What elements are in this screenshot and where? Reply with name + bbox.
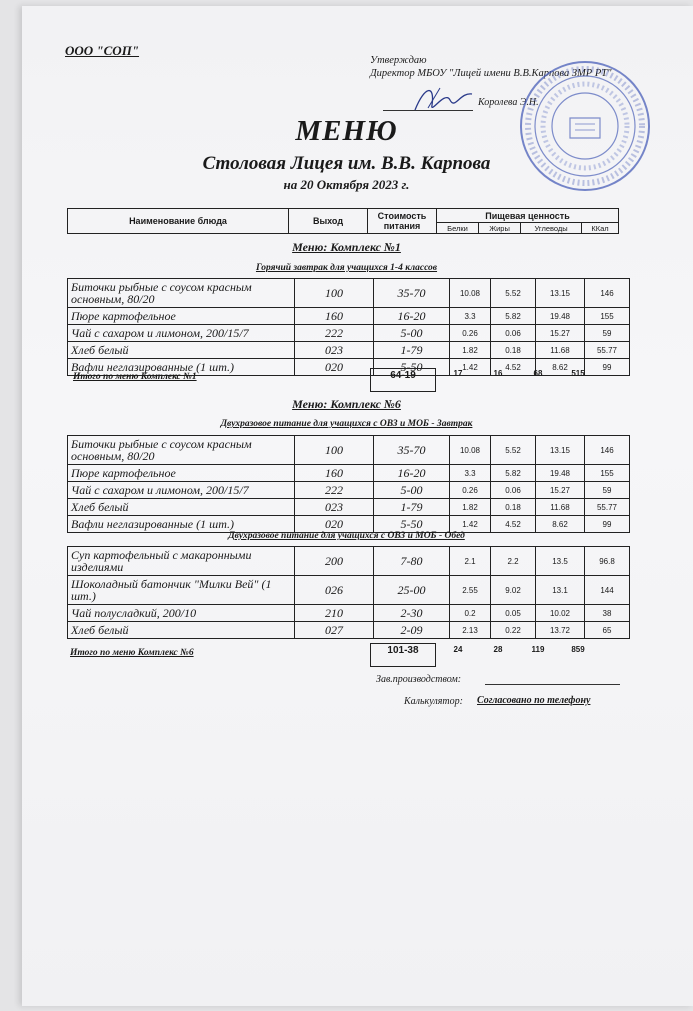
fat-value: 5.82 <box>491 465 536 482</box>
complex1-total-label: Итого по меню Комплекс №1 <box>73 372 197 382</box>
header-dish: Наименование блюда <box>68 209 289 234</box>
fat-value: 0.18 <box>491 342 536 359</box>
complex6-lunch-subtitle: Двухразовое питание для учащихся с ОВЗ и МОБ - Обед <box>228 531 465 541</box>
fat-value: 4.52 <box>491 516 536 533</box>
dish-name: Биточки рыбные с соусом красным основным, 80/20 <box>68 279 295 308</box>
carbs-value: 19.48 <box>536 465 585 482</box>
dish-output: 100 <box>295 279 374 308</box>
table-row <box>68 308 630 325</box>
fat-value: 5.82 <box>491 308 536 325</box>
header-carbs: Углеводы <box>521 223 582 234</box>
menu-title: МЕНЮ <box>295 115 398 147</box>
fat-value: 2.2 <box>491 547 536 576</box>
fat-value: 0.18 <box>491 499 536 516</box>
kcal-value: 99 <box>585 359 630 376</box>
carbs-value: 15.27 <box>536 482 585 499</box>
complex1-table <box>67 278 630 376</box>
dish-name: Вафли неглазированные (1 шт.) <box>68 359 295 376</box>
protein-value: 1.42 <box>450 516 491 533</box>
kcal-value: 96.8 <box>585 547 630 576</box>
kcal-value: 155 <box>585 465 630 482</box>
table-row <box>68 576 630 605</box>
protein-value: 3.3 <box>450 465 491 482</box>
complex6-breakfast-subtitle: Двухразовое питание для учащихся с ОВЗ и МОБ - Завтрак <box>220 419 473 429</box>
dish-name: Чай с сахаром и лимоном, 200/15/7 <box>68 482 295 499</box>
dish-output: 027 <box>295 622 374 639</box>
calculator-label: Калькулятор: <box>404 696 463 707</box>
dish-name: Хлеб белый <box>68 622 295 639</box>
kcal-value: 38 <box>585 605 630 622</box>
complex6-breakfast-table <box>67 435 630 533</box>
dish-price: 2-09 <box>374 622 450 639</box>
dish-price: 5-00 <box>374 325 450 342</box>
fat-value: 4.52 <box>491 359 536 376</box>
dish-name: Хлеб белый <box>68 342 295 359</box>
total-kcal: 859 <box>571 645 585 654</box>
protein-value: 2.55 <box>450 576 491 605</box>
dish-name: Суп картофельный с макаронными изделиями <box>68 547 295 576</box>
approval-label: Утверждаю <box>370 55 427 66</box>
complex1-subtitle: Горячий завтрак для учащихся 1-4 классов <box>255 263 438 273</box>
kcal-value: 146 <box>585 279 630 308</box>
complex6-lunch-table <box>67 546 630 639</box>
fat-value: 0.06 <box>491 482 536 499</box>
fat-value: 5.52 <box>491 436 536 465</box>
dish-price: 35-70 <box>374 436 450 465</box>
table-row <box>68 482 630 499</box>
menu-date: на 20 Октября 2023 г. <box>283 177 410 192</box>
carbs-value: 13.15 <box>536 279 585 308</box>
approval-signer: Королева Э.Н. <box>478 97 539 108</box>
protein-value: 2.13 <box>450 622 491 639</box>
complex6-total-label: Итого по меню Комплекс №6 <box>70 648 194 658</box>
complex6-title: Меню: Комплекс №6 <box>292 397 401 411</box>
kcal-value: 59 <box>585 482 630 499</box>
fat-value: 0.06 <box>491 325 536 342</box>
kcal-value: 65 <box>585 622 630 639</box>
kcal-value: 146 <box>585 436 630 465</box>
complex1-title: Меню: Комплекс №1 <box>292 240 401 254</box>
protein-value: 3.3 <box>450 308 491 325</box>
protein-value: 10.08 <box>450 279 491 308</box>
kcal-value: 55.77 <box>585 342 630 359</box>
carbs-value: 13.5 <box>536 547 585 576</box>
dish-price: 5-00 <box>374 482 450 499</box>
header-output: Выход <box>289 209 368 234</box>
carbs-value: 13.72 <box>536 622 585 639</box>
organization-name: ООО "СОП" <box>65 43 140 58</box>
dish-price: 16-20 <box>374 308 450 325</box>
dish-name: Биточки рыбные с соусом красным основным, 80/20 <box>68 436 295 465</box>
manager-label: Зав.производством: <box>376 674 462 685</box>
carbs-value: 8.62 <box>536 516 585 533</box>
dish-price: 1-79 <box>374 499 450 516</box>
dish-price: 1-79 <box>374 342 450 359</box>
protein-value: 1.82 <box>450 342 491 359</box>
table-row <box>68 325 630 342</box>
dish-output: 160 <box>295 465 374 482</box>
table-row <box>68 465 630 482</box>
table-row <box>68 605 630 622</box>
dish-name: Вафли неглазированные (1 шт.) <box>68 516 295 533</box>
fat-value: 0.22 <box>491 622 536 639</box>
header-price: Стоимость питания <box>368 209 437 234</box>
dish-output: 210 <box>295 605 374 622</box>
menu-subtitle: Столовая Лицея им. В.В. Карпова <box>202 153 491 174</box>
table-row <box>68 622 630 639</box>
fat-value: 0.05 <box>491 605 536 622</box>
protein-value: 1.42 <box>450 359 491 376</box>
fat-value: 9.02 <box>491 576 536 605</box>
signature-mark <box>410 80 480 120</box>
fat-value: 5.52 <box>491 279 536 308</box>
total-fat: 28 <box>493 645 503 654</box>
kcal-value: 59 <box>585 325 630 342</box>
table-header <box>67 208 619 234</box>
dish-name: Пюре картофельное <box>68 308 295 325</box>
dish-name: Пюре картофельное <box>68 465 295 482</box>
calculator-value: Согласовано по телефону <box>477 695 591 706</box>
dish-output: 222 <box>295 482 374 499</box>
dish-output: 020 <box>295 359 374 376</box>
table-row <box>68 547 630 576</box>
approval-position: Директор МБОУ "Лицей имени В.В.Карпова ЗМР РТ" <box>370 68 612 79</box>
dish-output: 160 <box>295 308 374 325</box>
dish-price: 25-00 <box>374 576 450 605</box>
kcal-value: 155 <box>585 308 630 325</box>
protein-value: 2.1 <box>450 547 491 576</box>
dish-price: 35-70 <box>374 279 450 308</box>
dish-output: 023 <box>295 342 374 359</box>
protein-value: 1.82 <box>450 499 491 516</box>
manager-signature-line <box>485 684 620 685</box>
complex6-total-price: 101-38 <box>370 643 436 667</box>
dish-output: 023 <box>295 499 374 516</box>
carbs-value: 19.48 <box>536 308 585 325</box>
dish-name: Хлеб белый <box>68 499 295 516</box>
header-fat: Жиры <box>479 223 521 234</box>
total-protein: 24 <box>453 645 463 654</box>
dish-output: 026 <box>295 576 374 605</box>
carbs-value: 11.68 <box>536 499 585 516</box>
total-fat: 16 <box>493 369 503 378</box>
dish-output: 222 <box>295 325 374 342</box>
header-nutrition: Пищевая ценность <box>437 209 619 223</box>
dish-price: 7-80 <box>374 547 450 576</box>
protein-value: 0.2 <box>450 605 491 622</box>
table-row <box>68 436 630 465</box>
carbs-value: 10.02 <box>536 605 585 622</box>
carbs-value: 13.15 <box>536 436 585 465</box>
total-carbs: 68 <box>533 369 543 378</box>
dish-price: 2-30 <box>374 605 450 622</box>
carbs-value: 11.68 <box>536 342 585 359</box>
dish-name: Шоколадный батончик "Милки Вей" (1 шт.) <box>68 576 295 605</box>
dish-price: 16-20 <box>374 465 450 482</box>
header-kcal: ККал <box>582 223 619 234</box>
carbs-value: 15.27 <box>536 325 585 342</box>
kcal-value: 55.77 <box>585 499 630 516</box>
protein-value: 0.26 <box>450 325 491 342</box>
dish-name: Чай полусладкий, 200/10 <box>68 605 295 622</box>
dish-price: 5-50 <box>374 516 450 533</box>
dish-name: Чай с сахаром и лимоном, 200/15/7 <box>68 325 295 342</box>
complex6-total-nutrition <box>438 645 598 654</box>
dish-price: 5-50 <box>374 359 450 376</box>
total-carbs: 119 <box>531 645 545 654</box>
dish-output: 100 <box>295 436 374 465</box>
complex1-total-price: 64-19 <box>370 368 436 392</box>
total-protein: 17 <box>453 369 463 378</box>
dish-output: 020 <box>295 516 374 533</box>
header-protein: Белки <box>437 223 479 234</box>
protein-value: 0.26 <box>450 482 491 499</box>
carbs-value: 8.62 <box>536 359 585 376</box>
kcal-value: 99 <box>585 516 630 533</box>
kcal-value: 144 <box>585 576 630 605</box>
protein-value: 10.08 <box>450 436 491 465</box>
carbs-value: 13.1 <box>536 576 585 605</box>
table-row <box>68 279 630 308</box>
table-row <box>68 516 630 533</box>
total-kcal: 515 <box>571 369 585 378</box>
complex1-total-nutrition <box>438 369 598 378</box>
table-row <box>68 342 630 359</box>
dish-output: 200 <box>295 547 374 576</box>
table-row <box>68 499 630 516</box>
